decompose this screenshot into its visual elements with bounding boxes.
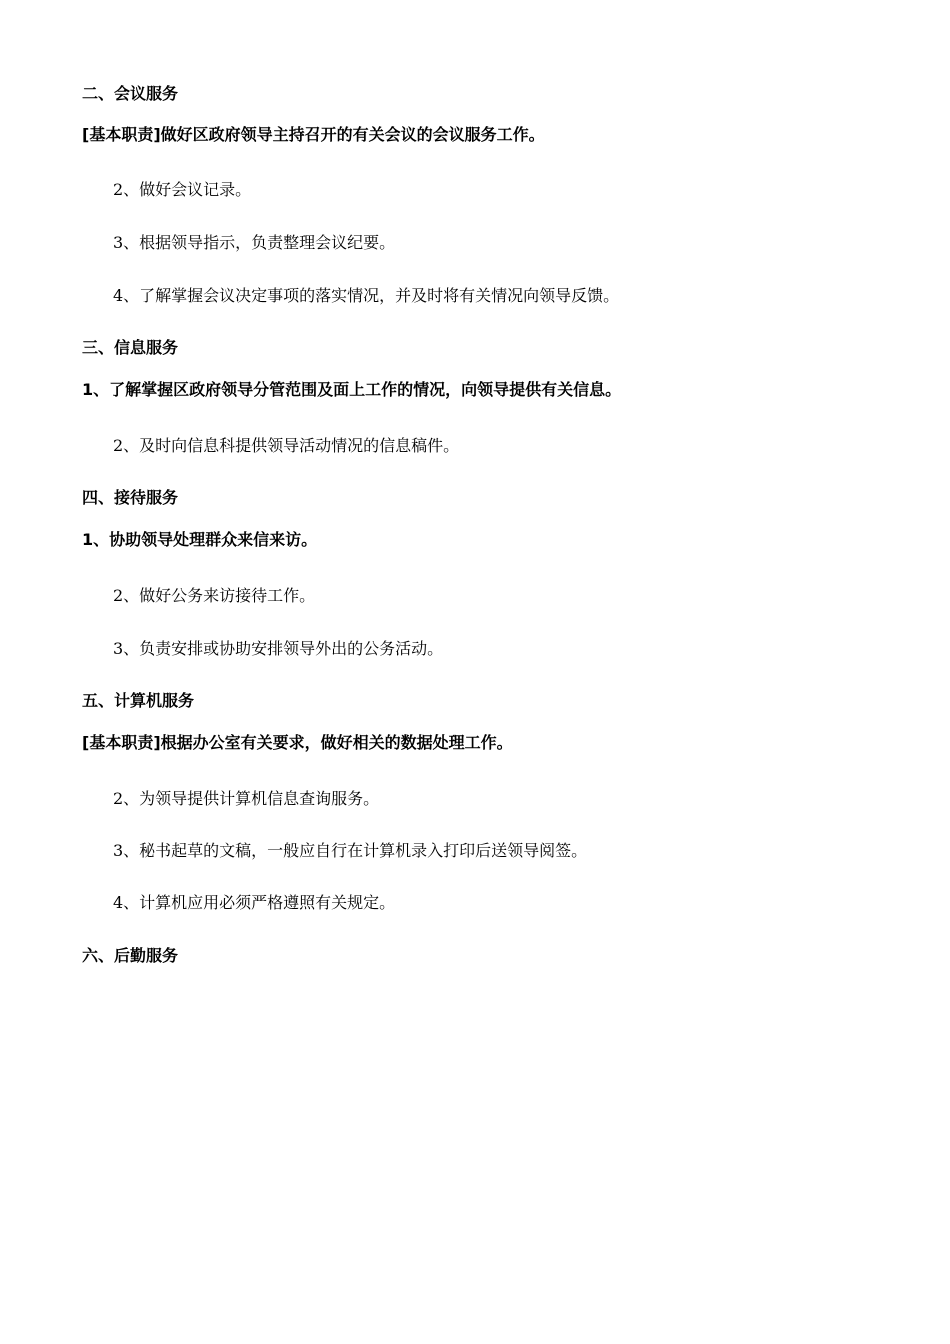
section-heading-computer: 五、计算机服务 [82, 691, 195, 710]
section-heading-logistics: 六、后勤服务 [82, 946, 179, 965]
list-item: 3、秘书起草的文稿，一般应自行在计算机录入打印后送领导阅签。 [113, 841, 588, 860]
list-item: 2、做好公务来访接待工作。 [113, 586, 316, 605]
section-lead-info: 1、了解掌握区政府领导分管范围及面上工作的情况，向领导提供有关信息。 [82, 380, 622, 399]
list-item: 4、了解掌握会议决定事项的落实情况，并及时将有关情况向领导反馈。 [113, 286, 620, 305]
section-heading-reception: 四、接待服务 [82, 488, 179, 507]
section-heading-meeting: 二、会议服务 [82, 84, 179, 103]
list-item: 4、计算机应用必须严格遵照有关规定。 [113, 893, 396, 912]
list-item: 2、做好会议记录。 [113, 180, 252, 199]
section-lead-reception: 1、协助领导处理群众来信来访。 [82, 530, 318, 549]
list-item: 2、及时向信息科提供领导活动情况的信息稿件。 [113, 436, 460, 455]
list-item: 2、为领导提供计算机信息查询服务。 [113, 789, 380, 808]
section-lead-meeting: [基本职责]做好区政府领导主持召开的有关会议的会议服务工作。 [82, 125, 545, 144]
section-heading-info: 三、信息服务 [82, 338, 179, 357]
list-item: 3、根据领导指示，负责整理会议纪要。 [113, 233, 396, 252]
section-lead-computer: [基本职责]根据办公室有关要求，做好相关的数据处理工作。 [82, 733, 513, 752]
list-item: 3、负责安排或协助安排领导外出的公务活动。 [113, 639, 444, 658]
